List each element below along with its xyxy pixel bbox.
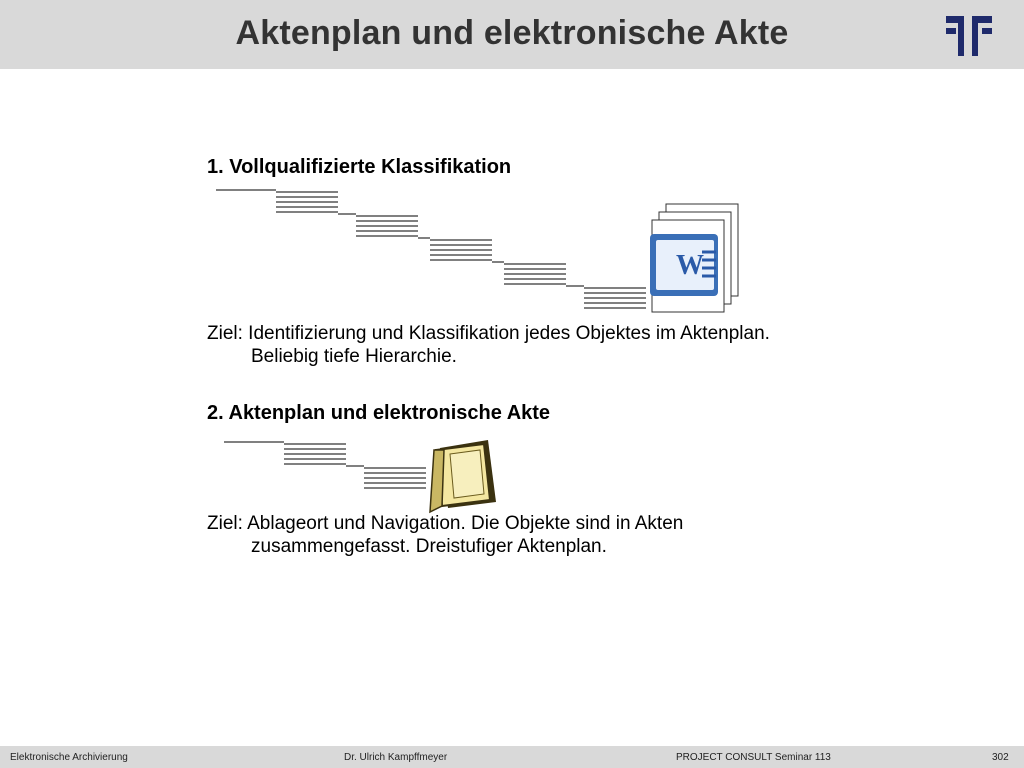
section-1-goal-line-1: Ziel: Identifizierung und Klassifikation jedes Objektes im Aktenplan. — [207, 323, 770, 344]
section-2-goal-line-2: zusammengefasst. Dreistufiger Aktenplan. — [251, 536, 607, 557]
level-3-lines — [430, 240, 492, 260]
footer-page-number: 302 — [992, 752, 1009, 763]
footer-seminar: PROJECT CONSULT Seminar 113 — [676, 752, 831, 763]
section-1-goal — [207, 322, 770, 368]
project-consult-logo — [944, 14, 994, 58]
section-1-heading: 1. Vollqualifizierte Klassifikation — [207, 156, 512, 178]
folder-icon — [430, 440, 496, 512]
footer-course-title: Elektronische Archivierung — [10, 752, 128, 763]
footer-author: Dr. Ulrich Kampffmeyer — [344, 752, 448, 763]
level-1-lines — [276, 192, 338, 212]
level-4-lines — [504, 264, 566, 284]
level-a-lines — [284, 444, 346, 464]
section-1-goal-line-2: Beliebig tiefe Hierarchie. — [251, 346, 457, 367]
section-2-heading: 2. Aktenplan und elektronische Akte — [207, 402, 551, 424]
section-2-goal — [207, 512, 683, 558]
svg-text:W: W — [676, 250, 704, 281]
page-title: Aktenplan und elektronische Akte — [235, 14, 789, 52]
level-2-lines — [356, 216, 418, 236]
footer-bar — [0, 746, 1024, 768]
level-5-lines — [584, 288, 646, 308]
hierarchy-staircase-1 — [216, 190, 646, 308]
word-document-icon — [650, 204, 738, 312]
level-b-lines — [364, 468, 426, 488]
header-bar — [0, 0, 1024, 69]
hierarchy-staircase-2 — [224, 442, 426, 488]
section-2-goal-line-1: Ziel: Ablageort und Navigation. Die Objekte sind in Akten — [207, 513, 684, 534]
